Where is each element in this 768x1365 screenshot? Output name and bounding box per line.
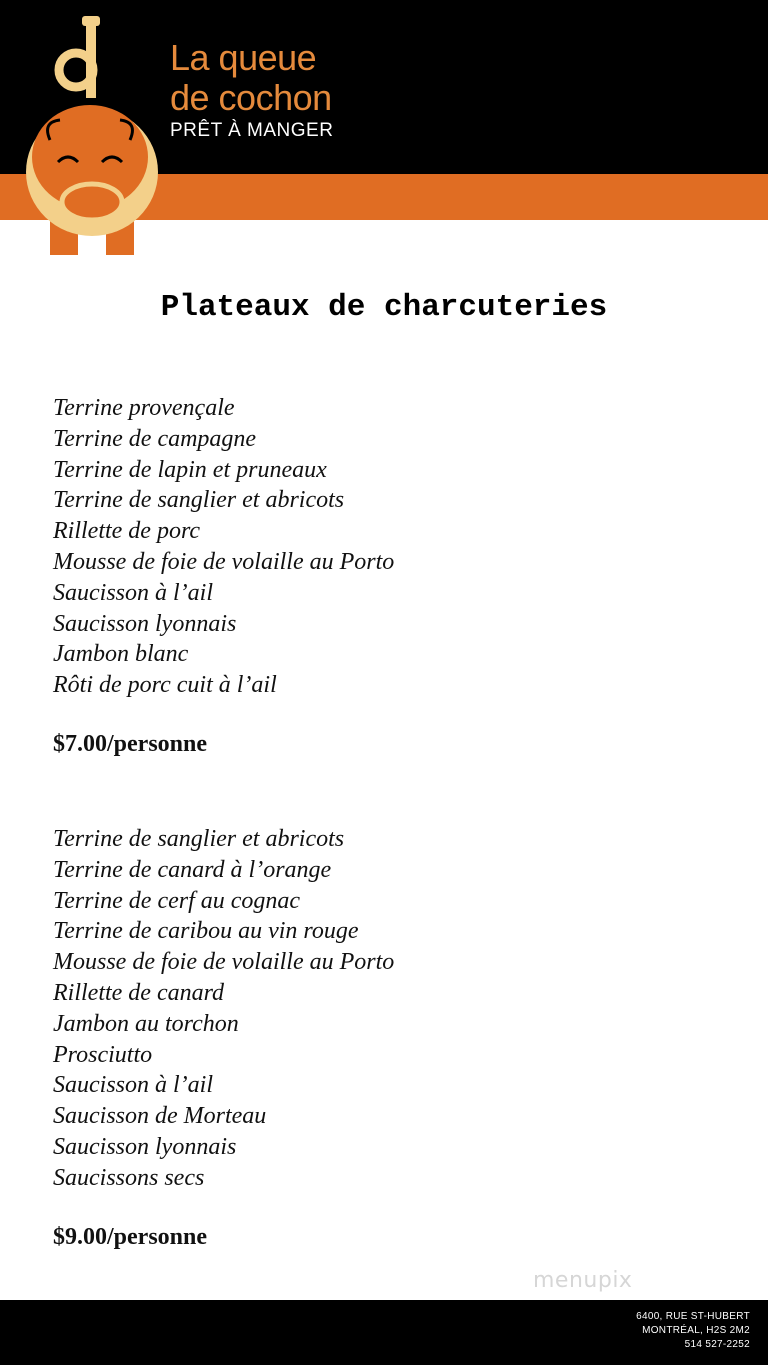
brand-tagline: PRÊT À MANGER (170, 120, 334, 141)
menu-item: Terrine provençale (53, 395, 235, 421)
menu-item: Jambon au torchon (53, 1010, 239, 1037)
address-block (636, 1310, 750, 1352)
price-label: $7.00/personne (53, 730, 208, 757)
brand-name-line1: La queue (170, 37, 317, 78)
pig-logo-icon (20, 12, 170, 260)
menu-title: Plateaux de charcuteries (160, 290, 608, 325)
menu-item: Terrine de caribou au vin rouge (53, 918, 359, 945)
menu-item: Terrine de sanglier et abricots (53, 487, 345, 514)
price-label: $9.00/personne (53, 1223, 208, 1250)
menu-item: Terrine de cerf au cognac (53, 887, 301, 914)
item-list (53, 824, 394, 1194)
menu-item: Terrine de lapin et pruneaux (53, 456, 327, 483)
brand-name-line2: de cochon (170, 77, 332, 118)
menu-item: Rôti de porc cuit à l’ail (53, 672, 277, 699)
menu-item: Saucisson de Morteau (53, 1103, 267, 1130)
menu-section-2 (53, 824, 394, 1251)
item-list (53, 393, 394, 701)
menu-item: Saucissons secs (53, 1164, 205, 1191)
brand-block (170, 38, 333, 142)
menu-item: Terrine de campagne (53, 425, 257, 452)
menu-item: Mousse de foie de volaille au Porto (53, 949, 395, 976)
menu-item: Saucisson à l’ail (53, 1072, 213, 1099)
address-street: 6400, RUE ST-HUBERT (636, 1311, 750, 1322)
menu-item: Terrine de canard à l’orange (53, 856, 332, 883)
menu-item: Rillette de canard (53, 979, 225, 1006)
menu-item: Mousse de foie de volaille au Porto (53, 548, 395, 575)
menu-item: Terrine de sanglier et abricots (53, 826, 345, 852)
menu-item: Saucisson lyonnais (53, 1133, 237, 1160)
menu-section-1 (53, 393, 394, 758)
phone-number: 514 527-2252 (684, 1339, 750, 1350)
address-city: MONTRÉAL, H2S 2M2 (642, 1325, 750, 1336)
menu-item: Prosciutto (53, 1041, 153, 1068)
menu-item: Saucisson à l’ail (53, 579, 213, 606)
menu-item: Rillette de porc (53, 518, 201, 545)
menu-item: Saucisson lyonnais (53, 610, 237, 637)
footer-bar (0, 1300, 768, 1365)
menu-item: Jambon blanc (53, 641, 189, 668)
watermark: menupix (533, 1268, 633, 1293)
